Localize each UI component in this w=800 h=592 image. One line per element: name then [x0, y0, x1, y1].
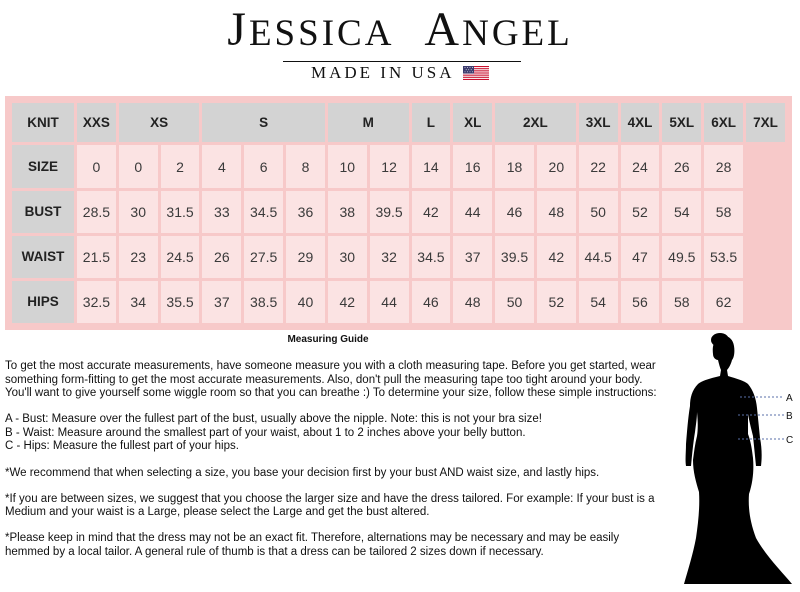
size-cell: 16 — [453, 145, 492, 187]
size-cell: 50 — [579, 191, 618, 233]
brand-header — [0, 0, 800, 92]
size-cell: 28.5 — [77, 191, 116, 233]
measurement-figure — [676, 332, 800, 590]
measuring-guide-title: Measuring Guide — [287, 334, 369, 345]
size-cell: 18 — [495, 145, 534, 187]
size-row-size — [12, 145, 785, 187]
size-cell: 23 — [119, 236, 158, 278]
size-cell: 12 — [370, 145, 409, 187]
size-header-row — [12, 103, 785, 142]
size-cell: 39.5 — [495, 236, 534, 278]
size-cell: 33 — [202, 191, 241, 233]
row-label: HIPS — [12, 281, 74, 323]
size-cell: 58 — [662, 281, 701, 323]
brand-name — [0, 2, 800, 57]
size-cell: 34 — [119, 281, 158, 323]
guide-intro: To get the most accurate measurements, have someone measure you with a cloth measuring tape. Before you get started, wear something form-fitting to get the most accurate measurements. Also, don't pull the measuring tape too tight around your body. You'll want to give yourself some wiggle room so that you can breathe :) To determine your size, follow these simple instructions: — [5, 360, 657, 400]
size-cell: 26 — [662, 145, 701, 187]
row-label: BUST — [12, 191, 74, 233]
size-group-header: XL — [453, 103, 492, 142]
size-cell: 6 — [244, 145, 283, 187]
size-row-bust — [12, 191, 785, 233]
size-cell: 40 — [286, 281, 325, 323]
size-cell: 22 — [579, 145, 618, 187]
size-cell: 44 — [370, 281, 409, 323]
guide-step-hips: C - Hips: Measure the fullest part of your hips. — [5, 440, 239, 453]
size-cell: 27.5 — [244, 236, 283, 278]
size-cell: 32 — [370, 236, 409, 278]
size-cell: 52 — [537, 281, 576, 323]
size-cell: 62 — [704, 281, 743, 323]
size-group-header: 5XL — [662, 103, 701, 142]
size-chart — [5, 96, 792, 330]
size-group-header: L — [412, 103, 451, 142]
size-cell: 42 — [328, 281, 367, 323]
brand-last-rest: NGEL — [462, 13, 573, 54]
size-cell: 10 — [328, 145, 367, 187]
size-chart-table — [9, 100, 788, 326]
size-cell: 46 — [495, 191, 534, 233]
size-cell: 2 — [161, 145, 200, 187]
brand-first-initial: J — [227, 3, 249, 56]
size-group-header: 3XL — [579, 103, 618, 142]
size-cell: 24 — [621, 145, 660, 187]
size-cell: 35.5 — [161, 281, 200, 323]
size-cell: 58 — [704, 191, 743, 233]
header-knit-label: KNIT — [12, 103, 74, 142]
size-cell: 39.5 — [370, 191, 409, 233]
size-cell: 44 — [453, 191, 492, 233]
size-cell: 21.5 — [77, 236, 116, 278]
size-cell: 50 — [495, 281, 534, 323]
size-cell: 37 — [453, 236, 492, 278]
guide-steps — [5, 413, 665, 454]
brand-tagline: MADE IN USA — [311, 63, 455, 82]
size-cell: 28 — [704, 145, 743, 187]
size-group-header: 7XL — [746, 103, 785, 142]
guide-note-between-sizes: *If you are between sizes, we suggest that you choose the larger size and have the dress tailored. For example: If your bust is a Medium and your waist is a Large, please select the Large and get the bust altered. — [5, 492, 655, 519]
size-group-header: 2XL — [495, 103, 576, 142]
brand-first-rest: ESSICA — [248, 13, 395, 54]
size-group-header: XXS — [77, 103, 116, 142]
size-row-waist — [12, 236, 785, 278]
size-cell: 0 — [119, 145, 158, 187]
size-row-hips — [12, 281, 785, 323]
measuring-guide — [5, 360, 665, 572]
size-group-header: XS — [119, 103, 200, 142]
us-flag-icon — [463, 66, 489, 80]
size-cell: 44.5 — [579, 236, 618, 278]
label-b: B — [786, 411, 793, 422]
guide-step-bust: A - Bust: Measure over the fullest part of the bust, usually above the nipple. Note: this is not your bra size! — [5, 413, 542, 426]
size-cell: 8 — [286, 145, 325, 187]
size-cell: 42 — [412, 191, 451, 233]
size-cell: 38.5 — [244, 281, 283, 323]
size-cell: 52 — [621, 191, 660, 233]
size-cell: 38 — [328, 191, 367, 233]
size-cell: 46 — [412, 281, 451, 323]
guide-note-fit: *Please keep in mind that the dress may not be an exact fit. Therefore, alternations may be necessary and may be easily hemmed by a local tailor. A general rule of thumb is that a dress can be tailored 2 sizes down if necessary. — [5, 532, 620, 558]
size-cell: 34.5 — [244, 191, 283, 233]
size-cell: 54 — [662, 191, 701, 233]
size-cell: 42 — [537, 236, 576, 278]
size-cell: 20 — [537, 145, 576, 187]
guide-step-waist: B - Waist: Measure around the smallest part of your waist, about 1 to 2 inches above your belly button. — [5, 426, 526, 439]
size-cell: 49.5 — [662, 236, 701, 278]
size-cell: 30 — [328, 236, 367, 278]
dress-silhouette — [684, 336, 792, 584]
size-cell: 32.5 — [77, 281, 116, 323]
size-cell: 47 — [621, 236, 660, 278]
size-cell: 31.5 — [161, 191, 200, 233]
size-cell: 29 — [286, 236, 325, 278]
label-a: A — [786, 393, 793, 404]
row-label: WAIST — [12, 236, 74, 278]
size-cell: 48 — [453, 281, 492, 323]
size-group-header: M — [328, 103, 409, 142]
size-group-header: S — [202, 103, 324, 142]
brand-tagline-row — [311, 64, 489, 82]
size-cell: 30 — [119, 191, 158, 233]
size-cell: 54 — [579, 281, 618, 323]
size-cell: 24.5 — [161, 236, 200, 278]
size-cell: 53.5 — [704, 236, 743, 278]
size-cell: 37 — [202, 281, 241, 323]
label-c: C — [786, 435, 794, 446]
row-label: SIZE — [12, 145, 74, 187]
size-cell: 26 — [202, 236, 241, 278]
size-cell: 34.5 — [412, 236, 451, 278]
size-group-header: 4XL — [621, 103, 660, 142]
size-cell: 0 — [77, 145, 116, 187]
size-cell: 4 — [202, 145, 241, 187]
size-cell: 14 — [412, 145, 451, 187]
hair-bun — [711, 333, 729, 347]
size-cell: 36 — [286, 191, 325, 233]
brand-divider — [283, 61, 521, 62]
size-group-header: 6XL — [704, 103, 743, 142]
size-cell: 56 — [621, 281, 660, 323]
brand-last-initial: A — [424, 3, 463, 56]
size-cell: 48 — [537, 191, 576, 233]
guide-note-size-selection: *We recommend that when selecting a size, you base your decision first by your bust AND waist size, and lastly hips. — [5, 466, 600, 479]
